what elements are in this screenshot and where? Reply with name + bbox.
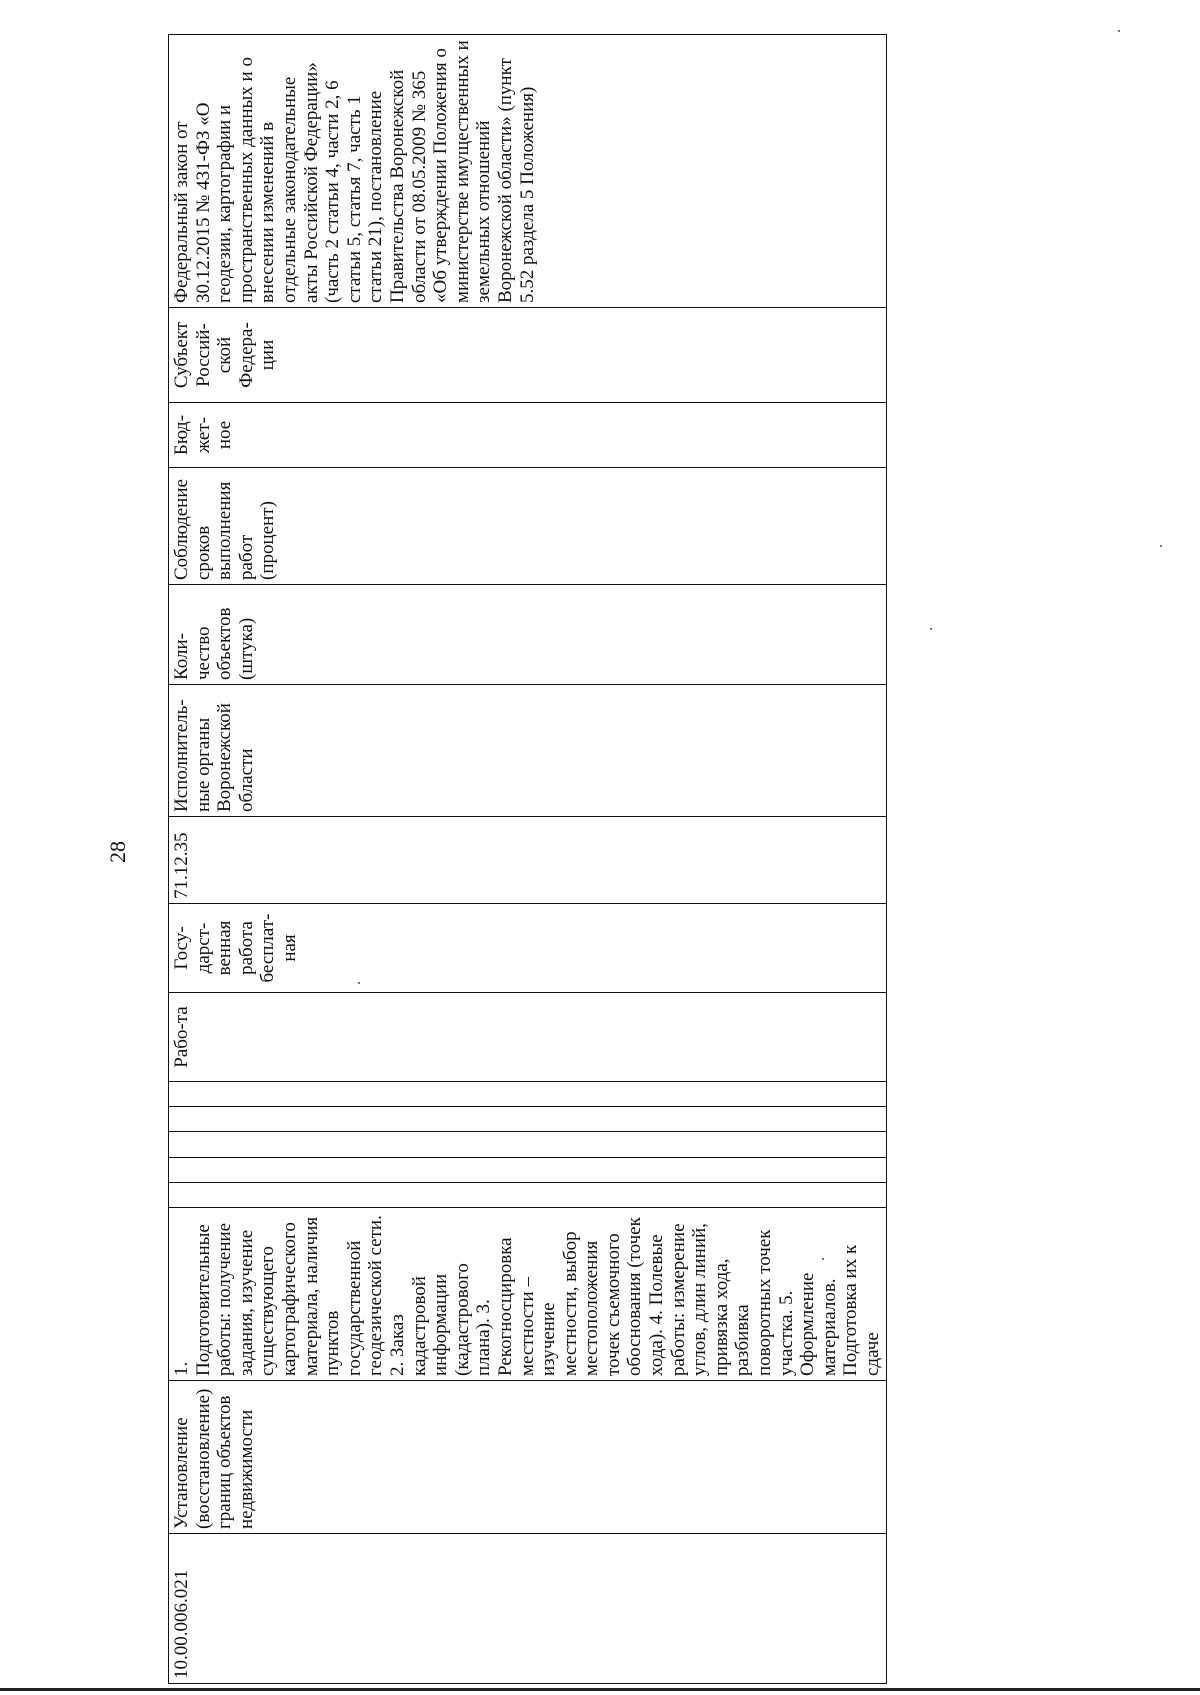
empty-cell [169, 1132, 887, 1158]
indicator-quality: Соблюдение сроков выполнения работ (процент) [169, 468, 887, 585]
institution-type: Бюд-жет-ное [169, 403, 887, 468]
executor: Исполнитель-ные органы Воронежской области [169, 685, 887, 817]
okved-code: 71.12.35 [169, 817, 887, 904]
budget-level: Субъект Россий-ской Федера-ции [169, 308, 887, 403]
registry-table [168, 34, 887, 1684]
service-type: Рабо-та [169, 993, 887, 1082]
scan-speck [822, 1258, 824, 1260]
empty-cell [169, 1183, 887, 1208]
scan-bottom-edge [0, 1688, 1200, 1691]
registry-code: 10.00.006.021 [169, 1534, 887, 1684]
page-number: 28 [105, 841, 130, 863]
table-row [169, 35, 887, 1684]
legal-basis: Федеральный закон от 30.12.2015 № 431-ФЗ «О геодезии, картографии и пространственных данных и о внесении изменений в отдельные законодательные акты Российской Федерации» (часть 2 статьи 4, части 2, 6 статьи 5, статья 7, часть 1 статьи 21), постановление Правительства Воронежской области от 08.05.2009 № 365 «Об утверждении Положения о министерстве имущественных и земельных отношений Воронежской области» (пункт 5.52 раздела 5 Положения) [169, 35, 887, 308]
rotated-table-container [168, 35, 883, 1695]
scan-speck [358, 982, 360, 984]
scan-speck [1160, 545, 1162, 547]
empty-cell [169, 1082, 887, 1107]
work-name: Установление (восстановление) границ объектов недвижимости [169, 1381, 887, 1534]
scan-speck [1118, 30, 1120, 32]
empty-cell [169, 1158, 887, 1183]
empty-cell [169, 1107, 887, 1132]
work-content: 1. Подготовительные работы: получение задания, изучение существующего картографического материала, наличия пунктов государственной геодезической сети. 2. Заказ кадастровой информации (кадастрового плана). 3. Рекогносцировка местности – изучение местности, выбор местоположения точек съемочного обоснования (точек хода). 4. Полевые работы: измерение углов, длин линий, привязка хода, разбивка поворотных точек участка. 5. Оформление материалов. Подготовка их к сдаче [169, 1208, 887, 1381]
service-category: Госу-дарст-венная работа бесплат-ная [169, 904, 887, 993]
indicator-quantity: Коли-чество объектов (штука) [169, 585, 887, 685]
scan-speck [930, 628, 932, 630]
